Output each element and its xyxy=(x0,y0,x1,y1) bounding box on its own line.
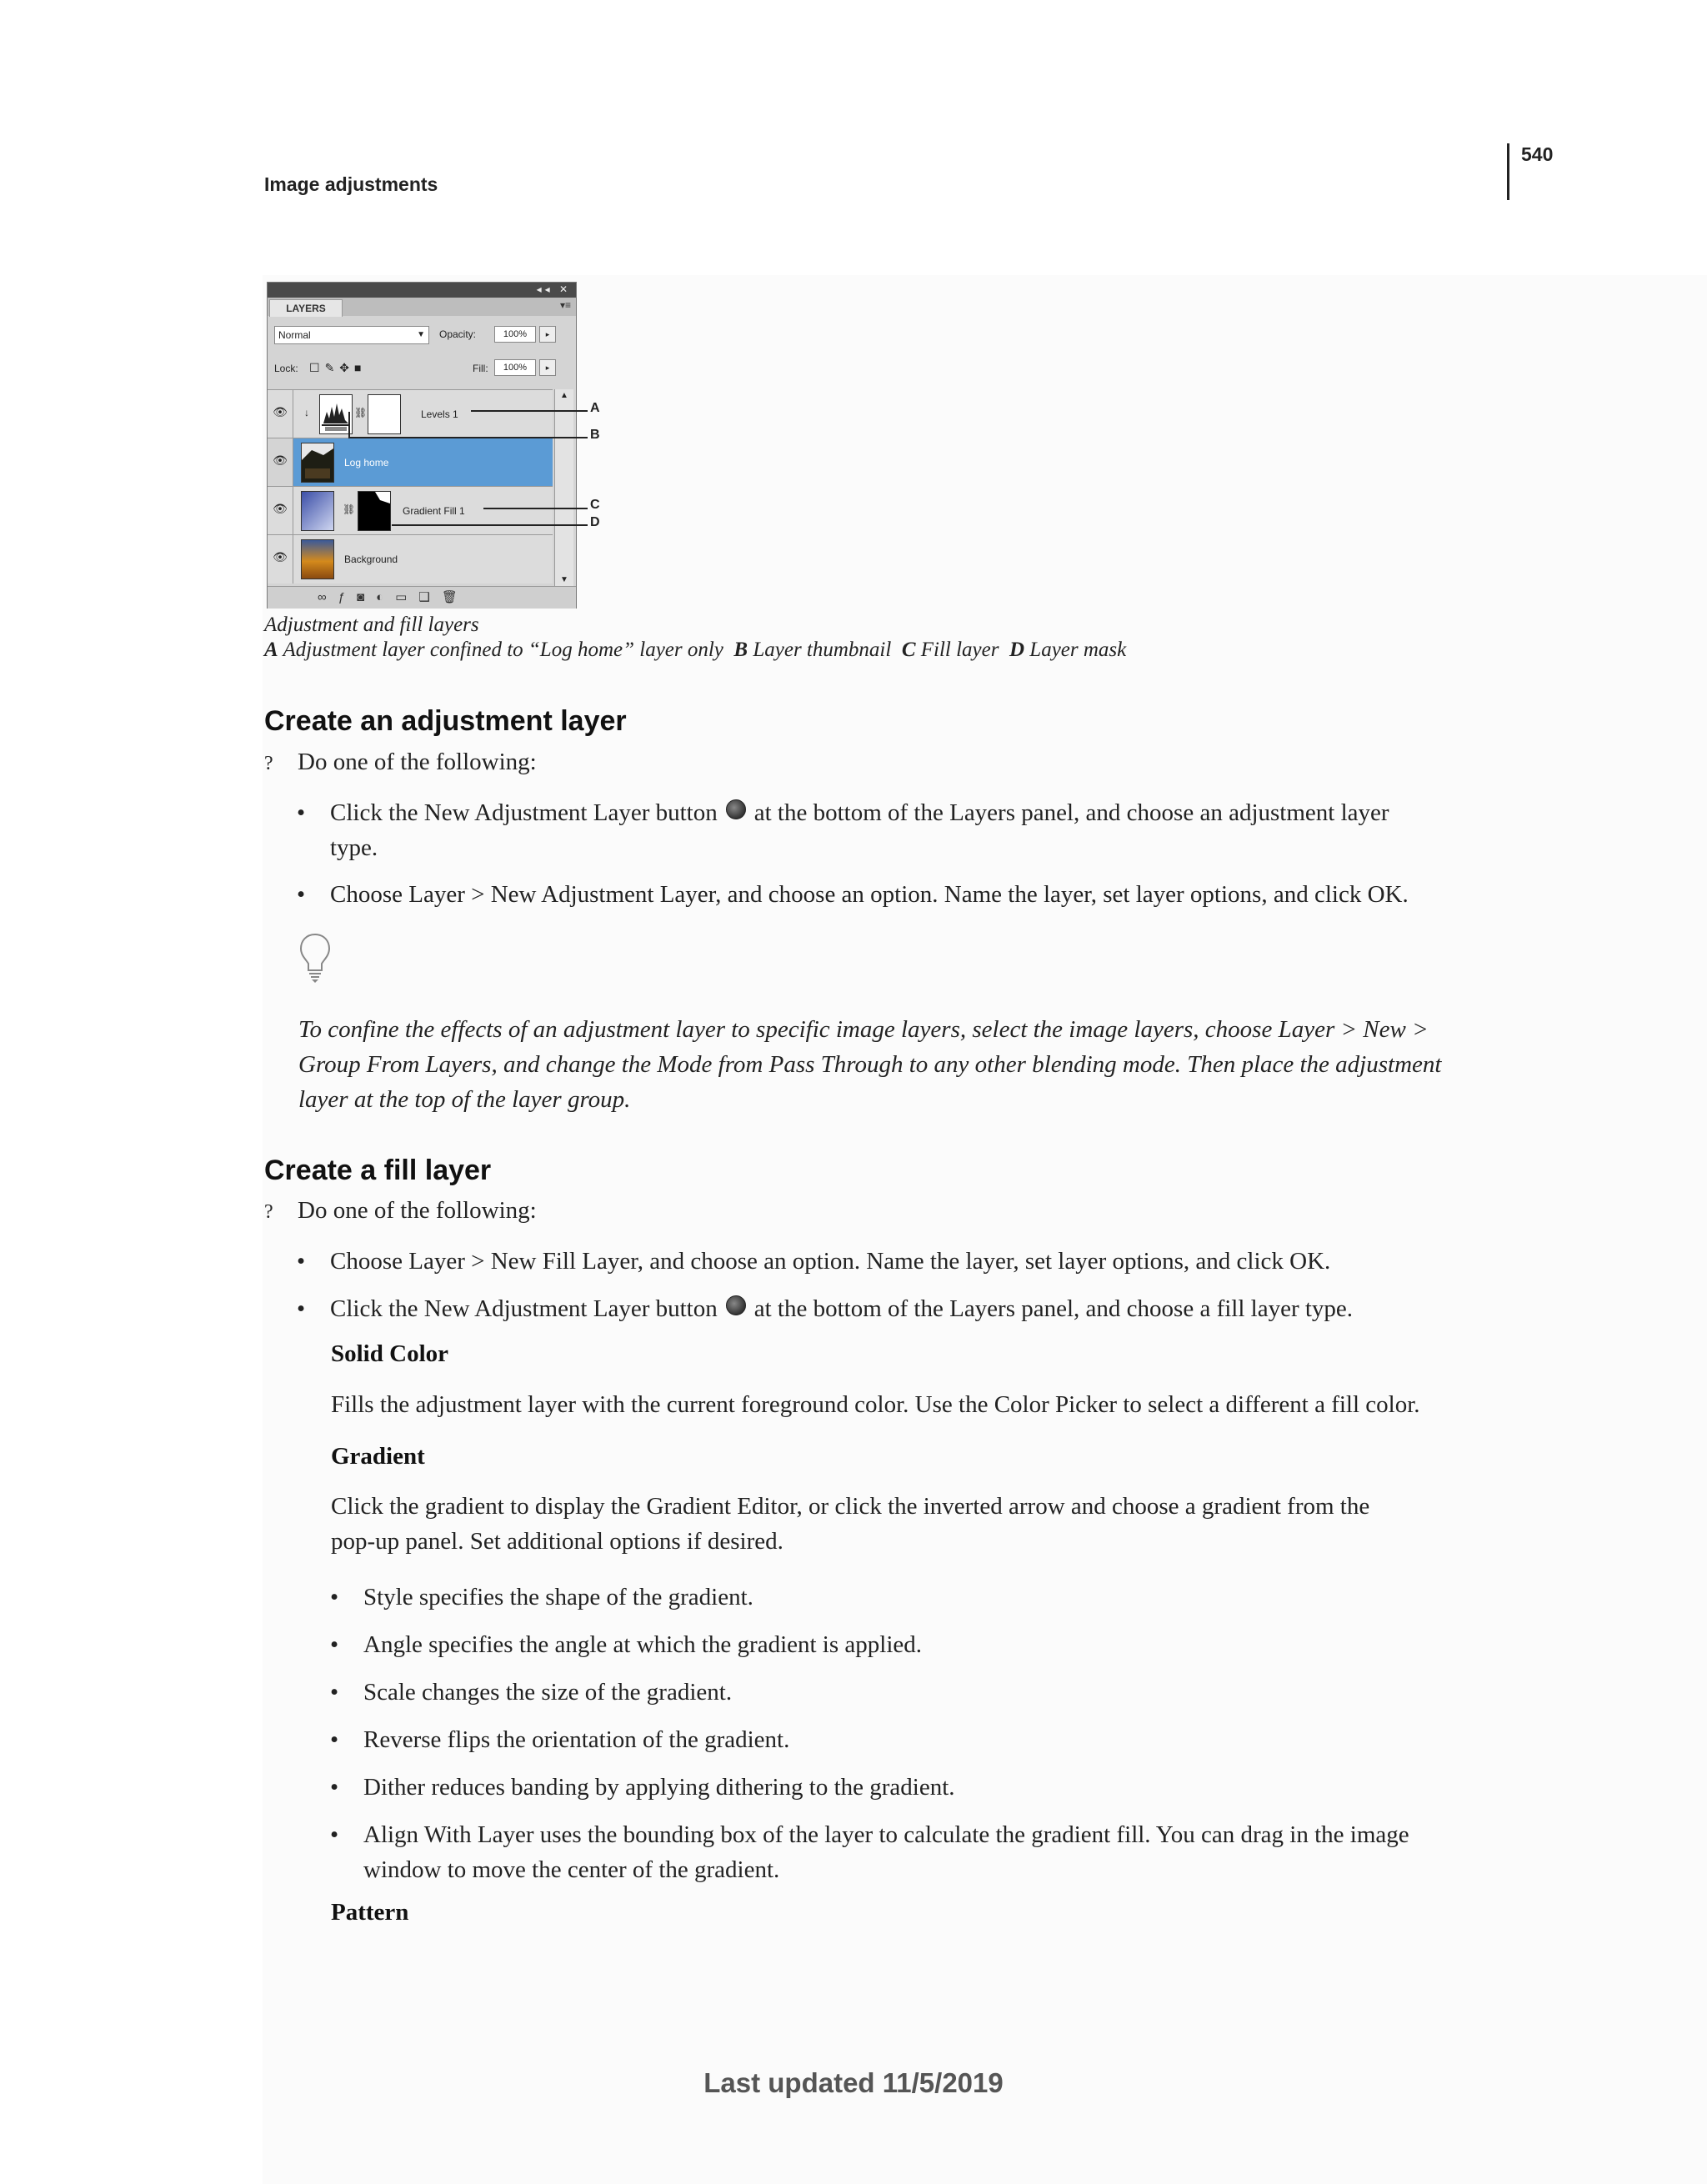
eye-icon: 👁 xyxy=(273,502,288,515)
caption-key-d: D xyxy=(1009,639,1025,661)
panel-tab-row xyxy=(268,298,576,316)
new-group-icon: ▭ xyxy=(395,590,419,604)
callout-line-b-vertical xyxy=(348,412,350,437)
step-1 xyxy=(264,749,537,776)
panel-collapse-close-icon: ◂◂ ✕ xyxy=(536,283,571,295)
lock-all-icon: ■ xyxy=(354,361,367,374)
fill-value: 100% xyxy=(494,359,536,376)
step-text: Do one of the following: xyxy=(298,1197,537,1224)
layer-row-levels xyxy=(268,389,553,438)
footer-last-updated: Last updated 11/5/2019 xyxy=(703,2067,1004,2098)
heading-create-fill-layer: Create a fill layer xyxy=(264,1155,492,1186)
panel-scrollbar xyxy=(554,389,573,586)
callout-line-b xyxy=(348,437,588,438)
lock-transparent-icon: ☐ xyxy=(309,361,325,374)
log-home-thumbnail xyxy=(301,443,334,483)
caption-key-c: C xyxy=(901,639,916,661)
fill-label: Fill: xyxy=(473,363,488,374)
eye-icon: 👁 xyxy=(273,405,288,418)
step-2 xyxy=(264,1197,537,1225)
opacity-arrow-icon: ▸ xyxy=(539,326,556,343)
desc-gradient: Click the gradient to display the Gradient Editor, or click the inverted arrow and choose a gradient from the pop-up panel. Set additional options if desired. xyxy=(331,1493,1370,1555)
caption-text-c: Fill layer xyxy=(920,639,999,661)
histogram-icon xyxy=(320,395,352,433)
trash-icon: 🗑 xyxy=(441,590,469,604)
callout-d: D xyxy=(590,515,600,529)
step-marker: ? xyxy=(264,1201,273,1223)
term-pattern: Pattern xyxy=(331,1899,409,1926)
page-number: 540 xyxy=(1521,143,1554,165)
chain-link-icon: ⛓ xyxy=(354,407,368,418)
desc-solid-color: Fills the adjustment layer with the current foreground color. Use the Color Picker to select a different a fill color. xyxy=(331,1391,1420,1418)
callout-line-a xyxy=(471,410,588,412)
link-layers-icon: ∞ xyxy=(318,590,338,604)
bullet-text-cont: type. xyxy=(330,834,378,861)
figure-caption-legend xyxy=(264,639,1126,662)
bullet-text-before: Click the New Adjustment Layer button xyxy=(330,799,718,826)
panel-titlebar xyxy=(268,283,576,298)
layer-name-levels: Levels 1 xyxy=(421,408,458,420)
layer-name-gradient-fill: Gradient Fill 1 xyxy=(403,505,465,517)
caption-key-b: B xyxy=(733,639,748,661)
new-adjustment-layer-icon xyxy=(726,1295,746,1315)
step-marker: ? xyxy=(264,753,273,774)
step-text: Do one of the following: xyxy=(298,749,537,775)
lock-move-icon: ✥ xyxy=(339,361,355,374)
callout-line-c xyxy=(483,508,588,509)
term-gradient: Gradient xyxy=(331,1443,425,1470)
layer-row-gradient-fill xyxy=(268,486,553,535)
blend-mode-value: Normal xyxy=(278,329,311,341)
background-thumbnail xyxy=(301,539,334,579)
term-solid-color: Solid Color xyxy=(331,1340,448,1367)
blend-mode-select xyxy=(274,326,429,344)
layer-row-background xyxy=(268,534,553,584)
gradient-fill-thumbnail xyxy=(301,491,334,531)
new-adjustment-layer-icon: ◐ xyxy=(376,590,396,604)
caption-text-b: Layer thumbnail xyxy=(753,639,892,661)
bullet-text-after: at the bottom of the Layers panel, and choose an adjustment layer xyxy=(753,799,1389,826)
scroll-up-icon: ▲ xyxy=(560,391,568,400)
fx-icon: ƒ xyxy=(338,590,358,604)
levels-thumbnail xyxy=(319,394,353,434)
clip-arrow-icon: ↓ xyxy=(304,407,309,418)
levels-mask-thumbnail xyxy=(368,394,401,434)
opacity-label: Opacity: xyxy=(439,328,477,340)
layer-name-background: Background xyxy=(344,554,398,565)
log-home-image xyxy=(302,443,333,482)
panel-menu-icon: ▾≡ xyxy=(559,299,571,311)
layers-panel-figure xyxy=(267,282,577,609)
lock-label: Lock: xyxy=(274,363,298,374)
new-adjustment-layer-icon xyxy=(726,799,746,819)
caption-key-a: A xyxy=(264,639,278,661)
gradient-layer-mask xyxy=(358,491,391,531)
caption-text-d: Layer mask xyxy=(1029,639,1127,661)
tip-lightbulb-icon xyxy=(298,932,332,988)
panel-bottom-icons xyxy=(318,589,469,604)
layer-name-log-home: Log home xyxy=(344,457,389,468)
eye-icon: 👁 xyxy=(273,453,288,467)
eye-icon: 👁 xyxy=(273,550,288,564)
callout-b: B xyxy=(590,428,600,442)
chevron-down-icon: ▼ xyxy=(417,330,425,339)
caption-text-a: Adjustment layer confined to “Log home” layer only xyxy=(283,639,723,661)
page-number-rule xyxy=(1507,143,1509,200)
panel-bottom-bar xyxy=(268,586,576,609)
callout-line-d xyxy=(392,524,588,526)
callout-c: C xyxy=(590,498,600,512)
fill-arrow-icon: ▸ xyxy=(539,359,556,376)
chain-link-icon: ⛓ xyxy=(343,503,356,515)
callout-a: A xyxy=(590,401,600,415)
add-mask-icon: ◙ xyxy=(357,590,377,604)
opacity-value: 100% xyxy=(494,326,536,343)
lock-icons xyxy=(309,361,367,375)
running-header: Image adjustments xyxy=(264,173,438,195)
scroll-down-icon: ▼ xyxy=(560,575,568,584)
new-layer-icon: ❑ xyxy=(418,590,442,604)
figure-caption-title: Adjustment and fill layers xyxy=(264,614,479,636)
heading-create-adjustment-layer: Create an adjustment layer xyxy=(264,705,627,737)
tab-layers: LAYERS xyxy=(269,299,343,317)
tip-text: To confine the effects of an adjustment layer to specific image layers, select the image layers, choose Layer > New > Group From Layers, and change the Mode from Pass Through to any other blending mode. Then place the adjustment layer at the top of the layer group. xyxy=(298,1016,1442,1113)
lock-paint-icon: ✎ xyxy=(324,361,340,374)
layer-row-log-home xyxy=(268,438,553,487)
